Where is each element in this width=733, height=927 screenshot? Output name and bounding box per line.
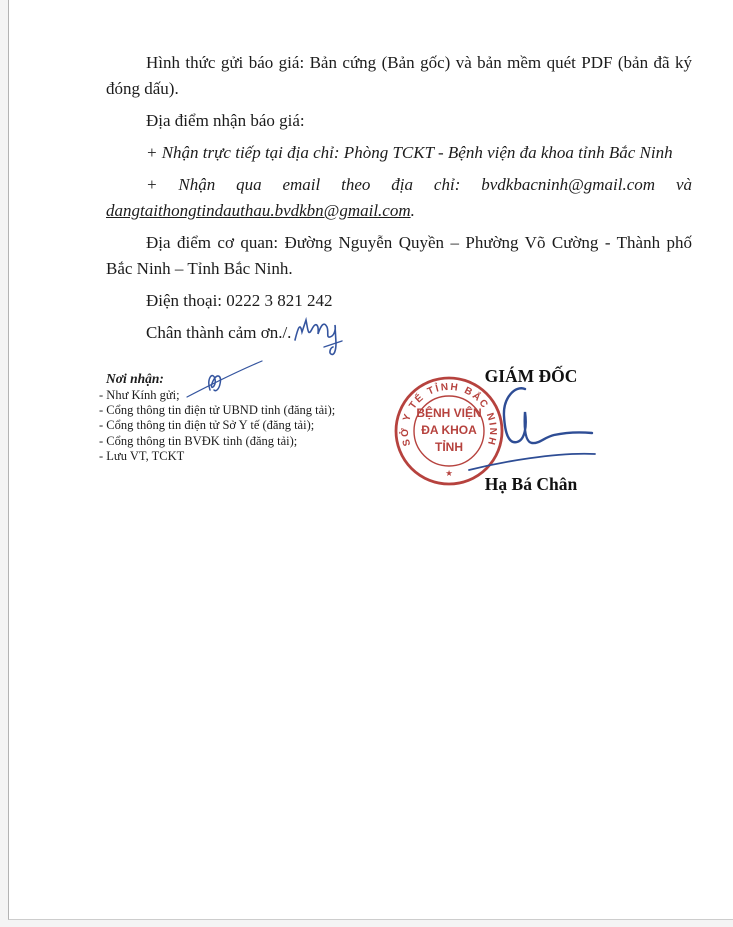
stamp-center-line1: BỆNH VIỆN [416,406,482,420]
signer-name: Hạ Bá Chân [484,474,578,494]
recipient-item: - Lưu VT, TCKT [99,448,185,463]
email-terminator: . [410,201,415,220]
paragraph-receive-location-heading: Địa điểm nhận báo giá: [146,111,305,130]
stamp-center-line2: ĐA KHOA [421,423,477,437]
document-page [8,0,733,920]
paragraph-phone: Điện thoại: 0222 3 821 242 [146,291,333,310]
signer-title: GIÁM ĐỐC [484,366,578,386]
email-primary: bvdkbacninh@gmail.com [481,175,656,194]
paragraph-receive-direct: + Nhận trực tiếp tại địa chỉ: Phòng TCKT - Bệnh viện đa khoa tỉnh Bắc Ninh [146,143,673,162]
paragraph-closing: Chân thành cảm ơn./. [146,323,292,342]
recipient-item: - Cổng thông tin điện tử Sở Y tế (đăng tải); [99,418,315,433]
stamp-ring-text: SỞ Y TẾ TỈNH BẮC NINH [399,381,499,448]
stamp-center-line3: TỈNH [435,440,463,454]
paragraph-office-address: Địa điểm cơ quan: Đường Nguyễn Quyền – Phường Võ Cường - Thành phố Bắc Ninh – Tỉnh Bắc Ninh. [106,233,692,278]
handwritten-initial-recipients [184,358,264,405]
stamp-star-icon: ★ [445,468,453,478]
paragraph-receive-email [106,172,692,224]
email-secondary-link[interactable]: dangtaithongtindauthau.bvdkbn@gmail.com [106,201,411,220]
paragraph-delivery-format: Hình thức gửi báo giá: Bản cứng (Bản gốc) và bản mềm quét PDF (bản đã ký đóng dấu). [106,53,692,98]
receive-email-prefix: + Nhận qua email theo địa chỉ: [146,175,482,194]
director-signature-icon [451,382,601,479]
recipients-heading: Nơi nhận: [106,371,164,386]
handwritten-initial-closing [291,316,349,367]
recipient-item: - Cổng thông tin điện tử UBND tỉnh (đăng tải); [99,403,336,418]
recipient-item: - Như Kính gửi; [99,388,180,402]
email-conjunction: và [655,175,692,194]
recipient-item: - Cổng thông tin BVĐK tỉnh (đăng tải); [99,433,298,448]
document-body [9,0,733,346]
